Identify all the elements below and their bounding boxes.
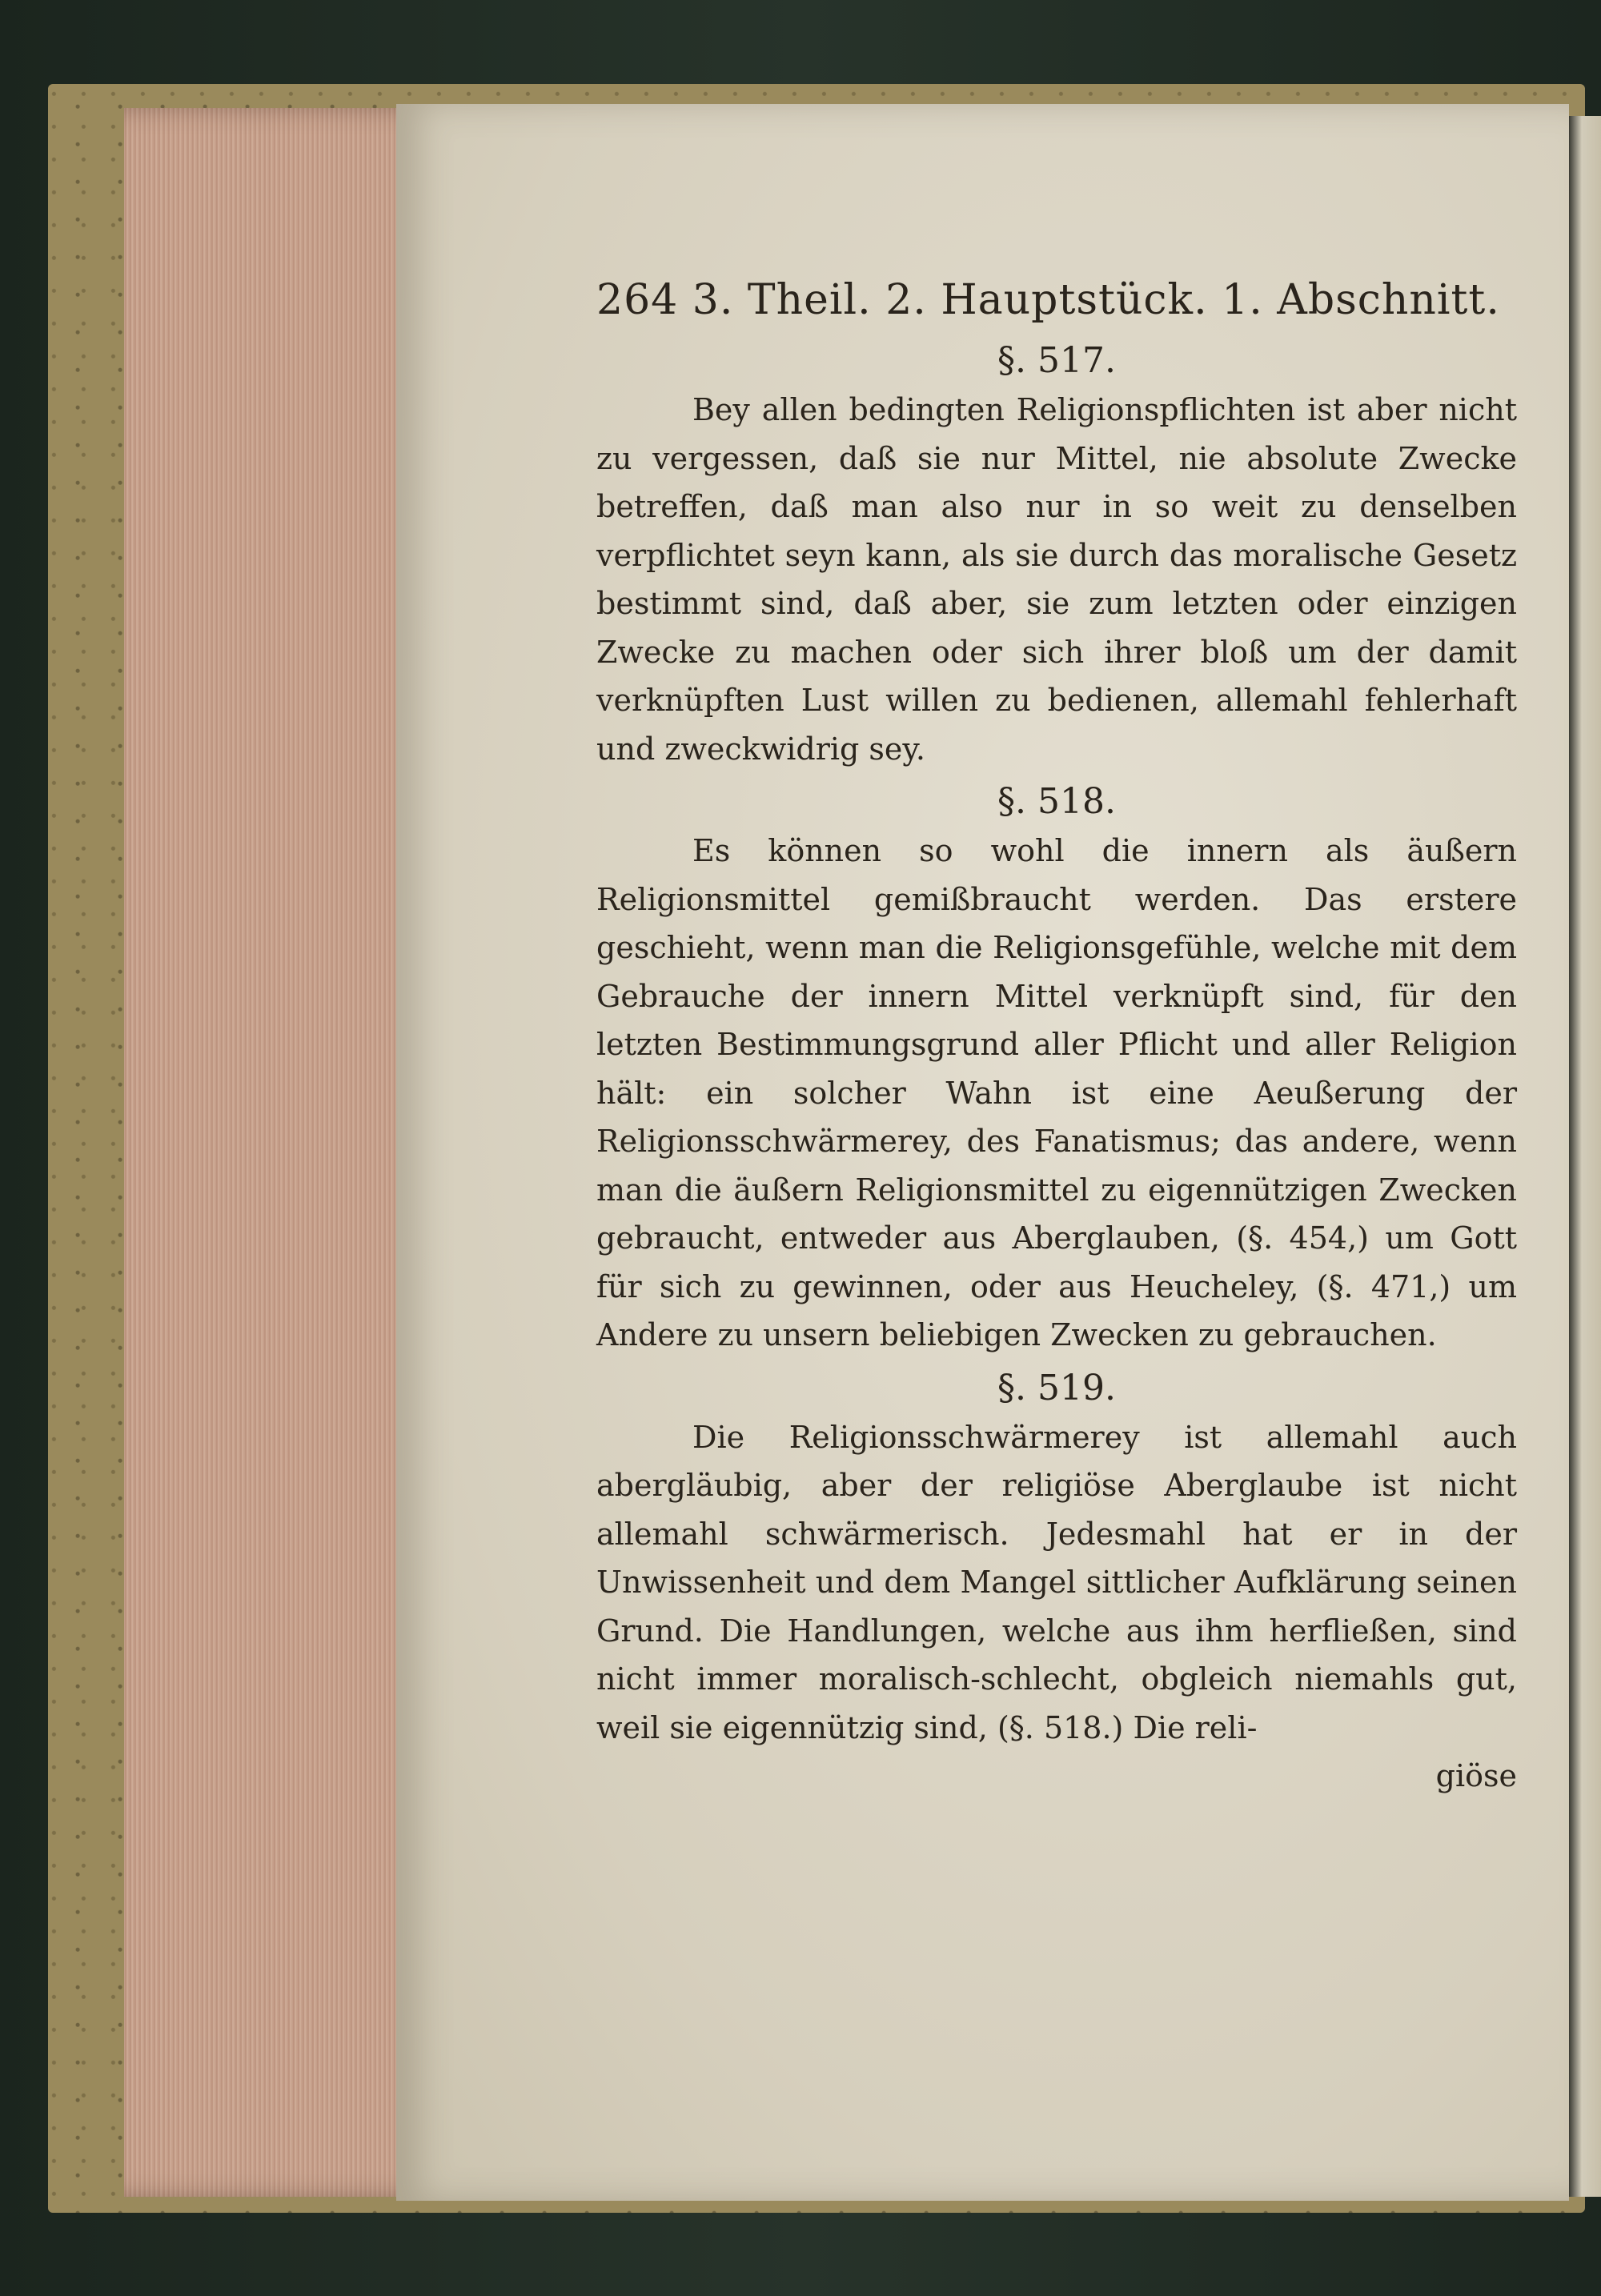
book — [48, 84, 1601, 2296]
paragraph-518: Es können so wohl die innern als äußern Religionsmittel gemißbraucht werden. Das erstere geschieht, wenn man die Religionsgefühle, welche mit dem Gebrauche der innern Mittel verknüpft sind, für den letzten Bestimmungsgrund aller Pflicht und aller Religion hält: ein solcher Wahn ist eine Aeußerung der Religionsschwärmerey, des Fanatismus; das andere, wenn man die äußern Religionsmittel zu eigennützigen Zwecken gebraucht, entweder aus Aberglauben, (§. 454,) um Gott für sich zu gewinnen, oder aus Heucheley, (§. 471,) um Andere zu unsern beliebigen Zwecken zu gebrauchen. — [596, 833, 1517, 1352]
paragraph-519: Die Religionsschwärmerey ist allemahl auch abergläubig, aber der religiöse Aberglaube ist nicht allemahl schwärmerisch. Jedesmahl hat er in der Unwissenheit und dem Mangel sittlicher Aufklärung seinen Grund. Die Handlungen, welche aus ihm herfließen, sind nicht immer moralisch-schlecht, obgleich niemahls gut, weil sie eigennützig sind, (§. 518.) Die reli- — [596, 1419, 1517, 1745]
facing-page-edge — [1569, 116, 1601, 2197]
paragraph-517: Bey allen bedingten Religionspflichten ist aber nicht zu vergessen, daß sie nur Mittel, nie absolute Zwecke betreffen, daß man also nur in so weit zu denselben verpflichtet seyn kann, als sie durch das moralische Gesetz bestimmt sind, daß aber, sie zum letzten oder einzigen Zwecke zu machen oder sich ihrer bloß um der damit verknüpften Lust willen zu bedienen, allemahl fehlerhaft und zweckwidrig sey. — [596, 392, 1517, 767]
section-mark-517: §. 517. — [997, 340, 1116, 381]
page-text-block — [596, 276, 1517, 1800]
section-mark-519: §. 519. — [997, 1367, 1116, 1408]
catchword: giöse — [1435, 1758, 1517, 1793]
book-page — [396, 104, 1569, 2201]
running-head: 264 3. Theil. 2. Hauptstück. 1. Abschnitt. — [596, 276, 1500, 324]
section-mark-518: §. 518. — [997, 781, 1116, 822]
